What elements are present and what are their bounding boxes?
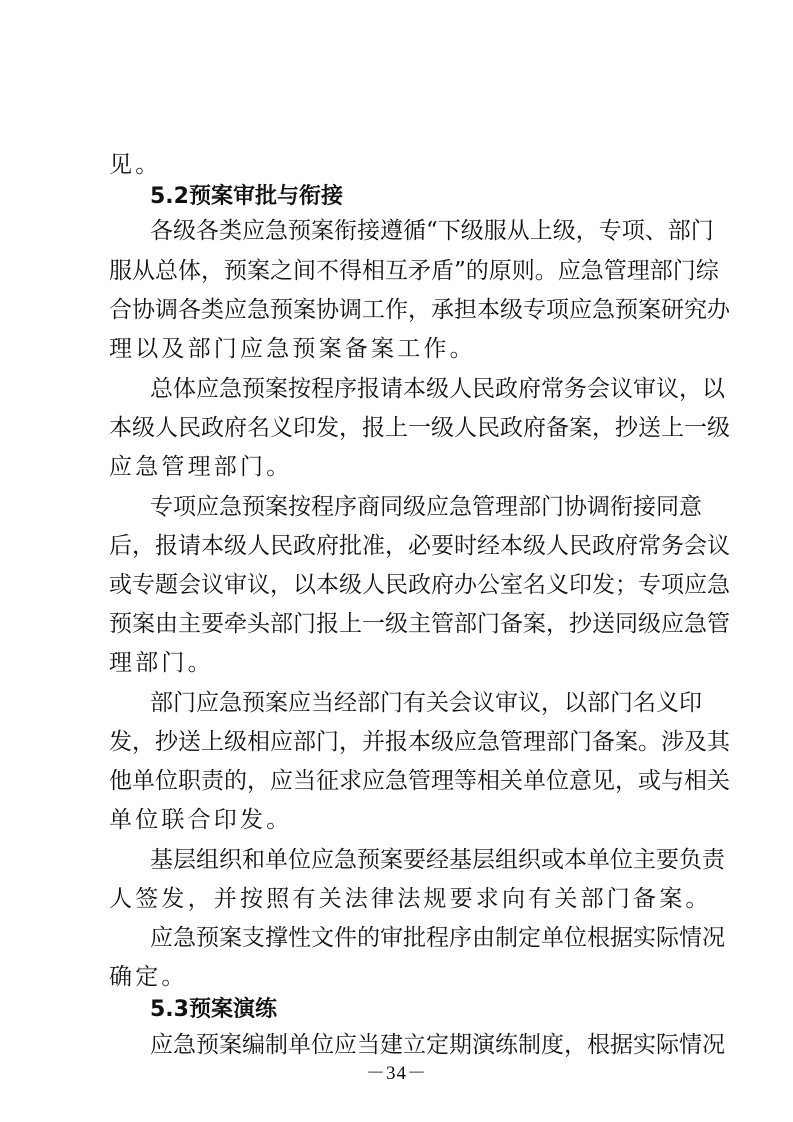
- paragraph-line: 部门应急预案应当经部门有关会议审议，以部门名义印: [150, 690, 702, 716]
- paragraph-line: 合协调各类应急预案协调工作，承担本级专项应急预案研究办: [109, 297, 730, 323]
- paragraph-line: 理以及部门应急预案备案工作。: [109, 336, 476, 362]
- paragraph-line: 总体应急预案按程序报请本级人民政府常务会议审议，以: [150, 376, 725, 402]
- paragraph-line: 他单位职责的，应当征求应急管理等相关单位意见，或与相关: [109, 768, 730, 794]
- paragraph-line: 后，报请本级人民政府批准，必要时经本级人民政府常务会议: [109, 533, 730, 559]
- paragraph-line: 应急管理部门。: [109, 454, 293, 480]
- paragraph-line: 理部门。: [109, 650, 214, 676]
- paragraph-line: 确定。: [109, 964, 188, 990]
- paragraph-line: 服从总体，预案之间不得相互矛盾”的原则。应急管理部门综: [109, 258, 719, 284]
- paragraph-line: 基层组织和单位应急预案要经基层组织或本单位主要负责: [150, 847, 725, 873]
- paragraph-line: 或专题会议审议，以本级人民政府办公室名义印发；专项应急: [109, 572, 730, 598]
- section-heading-5-2: 5.2预案审批与衔接: [150, 184, 343, 209]
- paragraph-line: 见。: [109, 152, 162, 178]
- paragraph-line: 预案由主要牵头部门报上一级主管部门备案，抄送同级应急管: [109, 611, 730, 637]
- paragraph-line: 各级各类应急预案衔接遵循“下级服从上级，专项、部门: [150, 218, 714, 244]
- paragraph-line: 本级人民政府名义印发，报上一级人民政府备案，抄送上一级: [109, 415, 730, 441]
- paragraph-line: 人签发，并按照有关法律法规要求向有关部门备案。: [109, 886, 712, 912]
- paragraph-line: 单位联合印发。: [109, 807, 293, 833]
- section-heading-5-3: 5.3预案演练: [150, 997, 277, 1022]
- paragraph-line: 应急预案支撑性文件的审批程序由制定单位根据实际情况: [150, 925, 725, 951]
- paragraph-line: 应急预案编制单位应当建立定期演练制度，根据实际情况: [150, 1032, 725, 1058]
- paragraph-line: 发，抄送上级相应部门，并报本级应急管理部门备案。涉及其: [109, 729, 730, 755]
- paragraph-line: 专项应急预案按程序商同级应急管理部门协调衔接同意: [150, 494, 702, 520]
- page-number: －34－: [365, 1063, 427, 1084]
